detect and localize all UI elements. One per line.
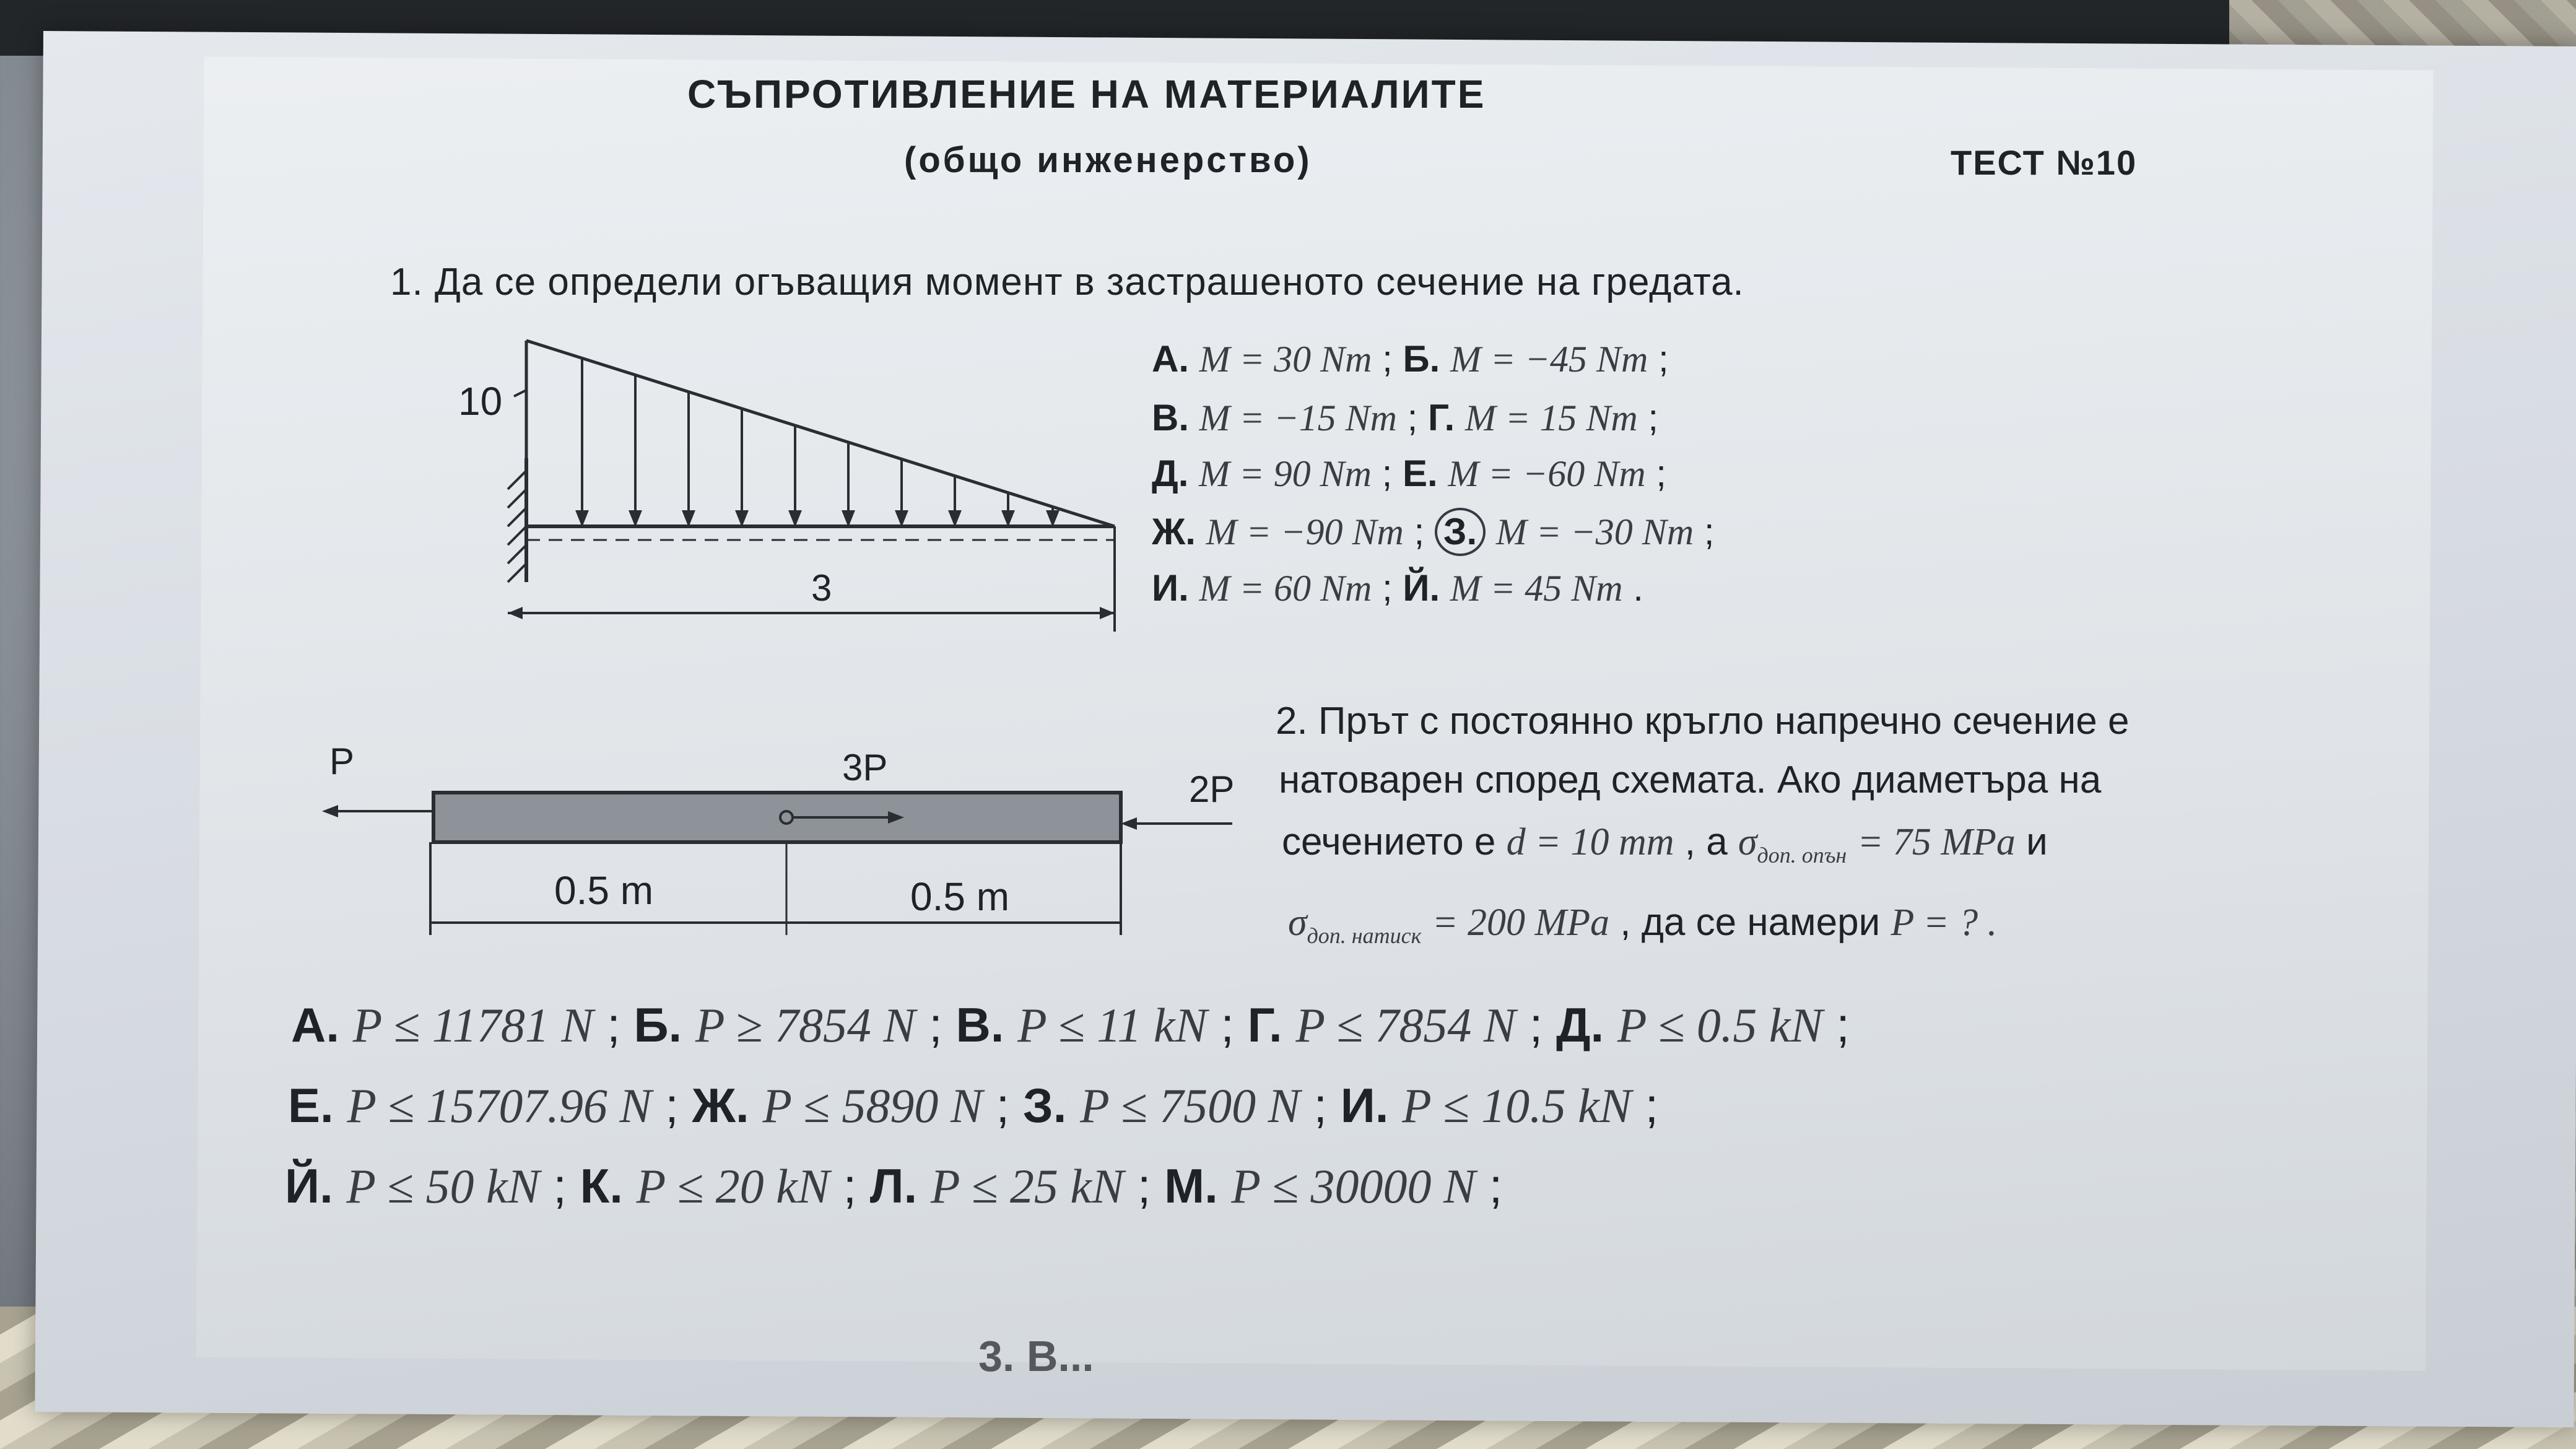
answer-letter: К. bbox=[580, 1159, 623, 1213]
q1-answers-row-2: В. M = −15 Nm ; Г. M = 15 Nm ; bbox=[1152, 397, 1659, 438]
answer-letter: Й. bbox=[285, 1159, 333, 1213]
answer-value: M = 15 Nm bbox=[1464, 398, 1638, 438]
answer-letter: М. bbox=[1164, 1159, 1218, 1213]
answer-letter: Е. bbox=[1402, 453, 1438, 494]
answer-letter: В. bbox=[955, 998, 1004, 1052]
test-number: ТЕСТ №10 bbox=[1951, 143, 2138, 182]
sigma-tension-subscript: доп. опън bbox=[1757, 843, 1847, 868]
load-intensity-label: 10 bbox=[458, 379, 503, 424]
answer-value: M = −15 Nm bbox=[1199, 398, 1397, 438]
allowable-compression-value: = 200 MPa bbox=[1432, 902, 1610, 944]
answer-letter: В. bbox=[1152, 397, 1189, 438]
beam-length-label: 3 bbox=[811, 567, 832, 609]
q2-line-3-suffix: и bbox=[2026, 820, 2048, 863]
rod bbox=[433, 793, 1121, 842]
allowable-tension-value: = 75 MPa bbox=[1857, 821, 2016, 863]
find-p: P = ? . bbox=[1891, 902, 1998, 944]
answer-letter: Б. bbox=[1403, 338, 1440, 380]
answer-letter: Ж. bbox=[1152, 511, 1196, 552]
answer-letter: А. bbox=[291, 998, 339, 1052]
answer-letter: Й. bbox=[1403, 567, 1440, 609]
answer-value: P ≤ 0.5 kN bbox=[1617, 998, 1823, 1052]
answer-value: P ≤ 11781 N bbox=[352, 998, 594, 1052]
circled-answer-letter: З. bbox=[1435, 508, 1486, 556]
answer-letter: А. bbox=[1152, 338, 1189, 380]
answer-letter: Е. bbox=[288, 1078, 334, 1133]
question-1-text: 1. Да се определи огъващия момент в застрашеното сечение на гредата. bbox=[390, 261, 1744, 303]
answer-value: P ≤ 50 kN bbox=[346, 1159, 540, 1213]
q2-line-3 bbox=[1282, 811, 2048, 886]
answer-letter: Л. bbox=[869, 1159, 918, 1213]
answer-value: M = 45 Nm bbox=[1450, 568, 1623, 609]
q1-answers-row-4: Ж. M = −90 Nm ; З. M = −30 Nm ; bbox=[1152, 508, 1715, 556]
answer-letter: И. bbox=[1340, 1078, 1389, 1133]
answer-value: P ≥ 7854 N bbox=[695, 998, 916, 1052]
diameter-value: d = 10 mm bbox=[1506, 821, 1674, 863]
answer-letter: И. bbox=[1152, 567, 1189, 609]
answer-value: P ≤ 7500 N bbox=[1080, 1079, 1300, 1133]
answer-value: M = 30 Nm bbox=[1199, 339, 1372, 380]
right-force-label: 2P bbox=[1189, 768, 1235, 810]
answer-letter: З. bbox=[1022, 1078, 1067, 1133]
answer-value: P ≤ 15707.96 N bbox=[347, 1079, 652, 1133]
q2-answers-row-2: Е. P ≤ 15707.96 N ; Ж. P ≤ 5890 N ; З. P ≤ 7500 N ; И. P ≤ 10.5 kN ; bbox=[288, 1078, 1659, 1133]
page-title: СЪПРОТИВЛЕНИЕ НА МАТЕРИАЛИТЕ bbox=[687, 72, 1486, 116]
q2-line-4-text: , да се намери bbox=[1620, 901, 1881, 944]
wall-hatching bbox=[508, 471, 526, 582]
answer-value: P ≤ 20 kN bbox=[636, 1159, 830, 1213]
sigma-symbol: σ bbox=[1288, 902, 1307, 944]
sigma-symbol: σ bbox=[1738, 821, 1757, 863]
q2-answers-row-3: Й. P ≤ 50 kN ; К. P ≤ 20 kN ; Л. P ≤ 25 kN ; М. P ≤ 30000 N ; bbox=[285, 1159, 1503, 1213]
answer-letter: Г. bbox=[1247, 998, 1282, 1052]
answer-value: P ≤ 11 kN bbox=[1017, 998, 1208, 1052]
page-subtitle: (общо инженерство) bbox=[904, 140, 1312, 180]
answer-value: P ≤ 10.5 kN bbox=[1402, 1079, 1632, 1133]
answer-value: M = −60 Nm bbox=[1448, 453, 1646, 494]
sigma-compression-subscript: доп. натиск bbox=[1307, 923, 1422, 949]
answer-value: M = −90 Nm bbox=[1206, 511, 1404, 552]
q2-line-2: натоварен според схемата. Ако диаметъра на bbox=[1279, 759, 2102, 801]
answer-value: P ≤ 5890 N bbox=[762, 1079, 983, 1133]
q2-answers-row-1: А. P ≤ 11781 N ; Б. P ≥ 7854 N ; В. P ≤ 11 kN ; Г. P ≤ 7854 N ; Д. P ≤ 0.5 kN ; bbox=[291, 998, 1850, 1052]
q2-line-3-prefix: сечението е bbox=[1282, 820, 1496, 863]
q1-answers-row-5: И. M = 60 Nm ; Й. M = 45 Nm . bbox=[1152, 567, 1643, 609]
answer-value: P ≤ 25 kN bbox=[930, 1159, 1125, 1213]
answer-value: M = −30 Nm bbox=[1495, 511, 1694, 552]
answer-value: P ≤ 30000 N bbox=[1231, 1159, 1476, 1213]
q1-answers-row-1: А. M = 30 Nm ; Б. M = −45 Nm ; bbox=[1152, 338, 1669, 380]
q1-answers-row-3: Д. M = 90 Nm ; Е. M = −60 Nm ; bbox=[1152, 453, 1666, 494]
load-arrows bbox=[577, 358, 1058, 524]
answer-value: M = 90 Nm bbox=[1199, 453, 1372, 494]
answer-letter: Д. bbox=[1556, 998, 1604, 1052]
q2-line-4 bbox=[1288, 892, 1997, 967]
answer-value: M = 60 Nm bbox=[1199, 568, 1372, 609]
question-3-partial: 3. В... bbox=[978, 1332, 1094, 1380]
answer-value: P ≤ 7854 N bbox=[1295, 998, 1516, 1052]
question-1-beam-diagram bbox=[458, 322, 1127, 656]
q2-line-1: 2. Прът с постоянно кръгло напречно сечение е bbox=[1276, 700, 2130, 742]
distributed-load-line bbox=[526, 341, 1115, 526]
answer-letter: Г. bbox=[1428, 397, 1455, 438]
left-force-label: P bbox=[329, 741, 355, 782]
segment-2-length: 0.5 m bbox=[910, 874, 1010, 919]
answer-letter: Б. bbox=[633, 998, 682, 1052]
answer-value: M = −45 Nm bbox=[1450, 339, 1648, 380]
segment-1-length: 0.5 m bbox=[554, 868, 654, 913]
middle-force-label: 3P bbox=[842, 747, 888, 788]
answer-letter: Д. bbox=[1152, 453, 1189, 494]
answer-letter: Ж. bbox=[692, 1078, 749, 1133]
q2-line-3-mid: , а bbox=[1684, 820, 1728, 863]
question-2-rod-diagram bbox=[316, 737, 1257, 947]
